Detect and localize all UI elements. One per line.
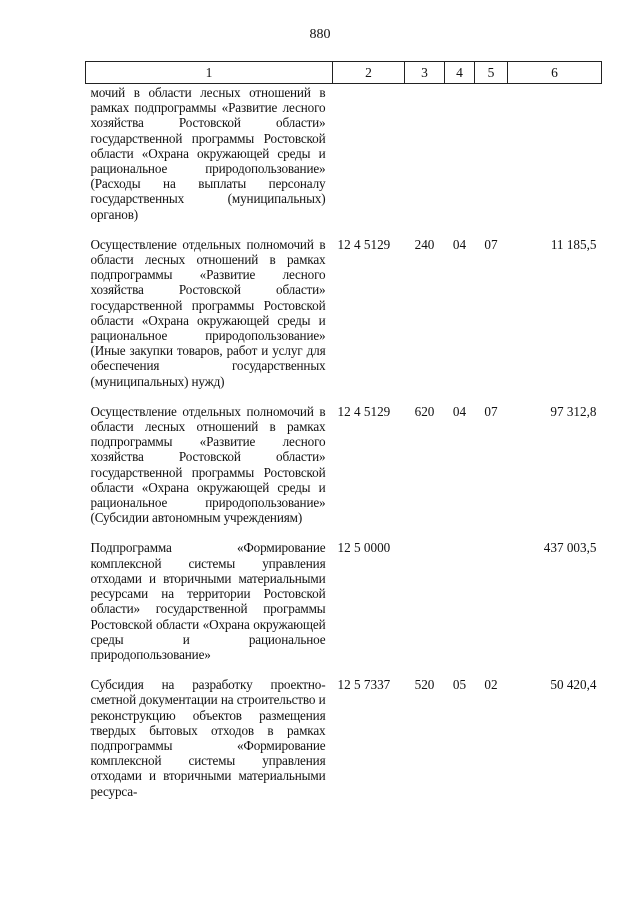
row-amount xyxy=(508,84,602,237)
table-row xyxy=(86,237,602,404)
row-subsection: 07 xyxy=(484,236,498,252)
table-header xyxy=(86,62,602,84)
header-col-6: 6 xyxy=(508,62,602,84)
header-col-5: 5 xyxy=(475,62,508,84)
row-expense-type: 520 xyxy=(414,677,435,693)
table-row xyxy=(86,677,602,799)
row-expense-type xyxy=(405,540,445,677)
row-amount: 11 185,5 xyxy=(550,236,597,252)
row-subsection: 07 xyxy=(484,403,498,419)
header-col-3: 3 xyxy=(405,62,445,84)
row-description: Осуществление отдельных полномочий в области лесных отношений в рамках подпрограммы «Развитие лесного хозяйства Ростовской области» государственной программы Ростовской области «Охрана окружающей среды и рациональное природопользование» (Иные закупки товаров, работ и услуг для обеспечения государственных (муниципальных) нужд) xyxy=(90,236,326,389)
row-amount: 437 003,5 xyxy=(543,540,597,556)
row-target-article: 12 5 0000 xyxy=(337,540,391,556)
row-section: 04 xyxy=(452,403,467,419)
row-section: 05 xyxy=(452,677,467,693)
row-expense-type: 620 xyxy=(414,403,435,419)
table-row xyxy=(86,84,602,237)
header-row xyxy=(86,62,602,84)
row-target-article: 12 4 5129 xyxy=(337,403,391,419)
table-row xyxy=(86,404,602,541)
row-expense-type: 240 xyxy=(414,236,435,252)
table-body xyxy=(86,84,602,799)
page-number: 880 xyxy=(309,27,331,42)
row-amount: 97 312,8 xyxy=(550,403,597,419)
budget-table xyxy=(85,61,602,799)
row-expense-type xyxy=(405,84,445,237)
row-subsection xyxy=(475,84,508,237)
row-target-article: 12 5 7337 xyxy=(337,677,391,693)
row-subsection: 02 xyxy=(484,677,498,693)
row-target-article xyxy=(333,84,405,237)
header-col-4: 4 xyxy=(445,62,475,84)
row-description: Осуществление отдельных полномочий в области лесных отношений в рамках подпрограммы «Развитие лесного хозяйства Ростовской области» государственной программы Ростовской области «Охрана окружающей среды и рациональное природопользование» (Субсидии автономным учреждениям) xyxy=(90,403,326,526)
row-section xyxy=(445,540,475,677)
table-row xyxy=(86,540,602,677)
row-description: Субсидия на разработку проектно-сметной документации на строительство и реконструкцию объектов размещения твердых бытовых отходов в рамках подпрограммы «Формирование комплексной системы управления отходами и вторичными материальными ресурса- xyxy=(90,677,326,799)
row-section: 04 xyxy=(452,236,467,252)
row-section xyxy=(445,84,475,237)
row-description: Подпрограмма «Формирование комплексной системы управления отходами и вторичными материальными ресурсами на территории Ростовской области» государственной программы Ростовской области «Охрана окружающей среды и рациональное природопользование» xyxy=(90,540,326,662)
row-description: мочий в области лесных отношений в рамках подпрограммы «Развитие лесного хозяйства Ростовской области» государственной программы Ростовской области «Охрана окружающей среды и рациональное природопользование» (Расходы на выплаты персоналу государственных (муниципальных) органов) xyxy=(90,85,326,222)
row-target-article: 12 4 5129 xyxy=(337,236,391,252)
row-amount: 50 420,4 xyxy=(550,677,597,693)
header-col-2: 2 xyxy=(333,62,405,84)
header-col-1: 1 xyxy=(86,62,333,84)
row-subsection xyxy=(475,540,508,677)
